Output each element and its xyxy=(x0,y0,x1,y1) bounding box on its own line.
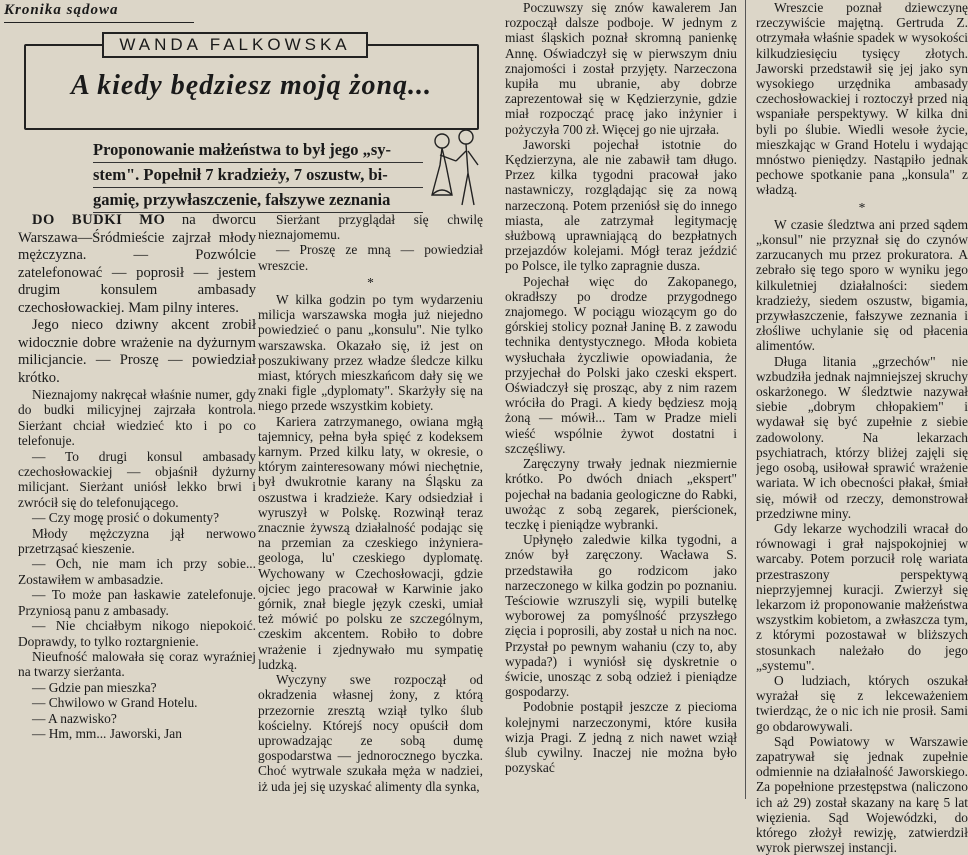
author-name: WANDA FALKOWSKA xyxy=(102,32,368,58)
article-title: A kiedy będziesz moją żoną... xyxy=(70,70,433,101)
paragraph: Sierżant przyglądał się chwilę nieznajomemu. xyxy=(258,212,483,243)
paragraph: Upłynęło zaledwie kilka tygodni, a znów był zaręczony. Wacława S. przedstawiła go rodzicom jako narzeczonego w kilka godzin po poznaniu. Teściowie wzruszyli się, wypili butelkę wyborowej za pomyślność przyszłego zięcia i poprosili, aby został u nich na noc. Przystał po pewnym wahaniu (czy to, aby wypada?) i wyniósł się dyskretnie o świcie, unosząc z sobą odzież i pieniądze gospodarzy. xyxy=(505,532,737,700)
paragraph: W czasie śledztwa ani przed sądem „konsul" nie przyznał się do czynów zarzucanych mu przez prokuratora. A zebrało się tego sporo w wyniku jego kilkuletniej działalności: siedem kradzieży, siedem oszustw, bigamia, przywłaszczenie, fałszywe zeznania i złośliwe uchylanie się od płacenia alimentów. xyxy=(756,216,968,354)
section-separator: * xyxy=(858,199,866,215)
paragraph: Nieznajomy nakręcał właśnie numer, gdy do budki milicyjnej zajrzała kontrola. Sierżant chciał wiedzieć kto i po co telefonuje. xyxy=(18,387,256,449)
paragraph: Sąd Powiatowy w Warszawie zapatrywał się jednak zupełnie odmiennie na działalność Jaworskiego. Za popełnione przestępstwa (naliczono ich aż 29) został skazany na karę 5 lat więzienia. Sąd Wojewódzki, do którego złożył rewizję, zatwierdził wyrok pierwszej instancji. xyxy=(756,733,968,855)
section-label: Kronika sądowa xyxy=(4,2,194,23)
paragraph: — To może pan łaskawie zatelefonuje. Przyniosą panu z ambasady. xyxy=(18,587,256,618)
paragraph: — Nie chciałbym nikogo niepokoić. Doprawdy, to tylko roztargnienie. xyxy=(18,618,256,649)
lead-line: Proponowanie małżeństwa to był jego „sy- xyxy=(93,138,423,163)
section-separator: * xyxy=(367,274,374,290)
paragraph: — Gdzie pan mieszka? xyxy=(32,679,157,695)
column-4 xyxy=(756,0,968,855)
paragraph: na dworcu Warszawa—Śródmieście zajrzał młody mężczyzna. — Pozwólcie zatelefonować — poprosił — jestem drugim konsulem ambasady czechosłowackiej. Mam pilny interes. xyxy=(18,212,256,316)
paragraph: W kilka godzin po tym wydarzeniu milicja warszawska mogła już niejedno powiedzieć o panu „konsulu". Nie tylko warszawska. Okazało się, iż jest on poszukiwany przez władze śledcze kilku miast, których mieszkańcom dały się we znaki figle „dyplomaty". Skarżyły się na niego przede wszystkim kobiety. xyxy=(258,292,483,414)
lead-line: stem". Popełnił 7 kradzieży, 7 oszustw, bi- xyxy=(93,163,423,188)
paragraph: — To drugi konsul ambasady czechosłowackiej — objaśnił dyżurny milicjant. Sierżant uniósł lekko brwi i zwrócił się do telefonującego. xyxy=(18,448,256,510)
column-3 xyxy=(505,0,737,775)
paragraph: — Chwilowo w Grand Hotelu. xyxy=(32,695,198,711)
small-text-block xyxy=(18,387,256,741)
paragraph: — Hm, mm... Jaworski, Jan xyxy=(32,725,182,741)
paragraph: Pojechał więc do Zakopanego, okradłszy po drodze przygodnego znajomego. W pociągu wiozącym go do górskiej stolicy poznał Janinę B. z zawodu technika dentystycznego. Młoda kobieta wysłuchała życzliwie opowiadania, że przyjechał do Polski jako czeski ekspert. Oświadczył się prosząc, aby z nim razem wróciła do Pragi. A kiedy będziesz moją żoną — mówił... Tam w Pradze mieli wieść wspólnie żywot dostatni i szczęśliwy. xyxy=(505,273,737,456)
article-lead xyxy=(93,138,423,213)
paragraph: Kariera zatrzymanego, owiana mgłą tajemnicy, pełna była spięć z kodeksem karnym. Przed kilku laty, w okresie, o którym zainteresowany mówi niechętnie, był dwukrotnie karany na Śląsku za oszustwa i kradzieże. Kary odsiedział i wyruszył w Polskę. Rozwinął teraz znacznie żywszą działalność podając się na przemian za czeskiego inżyniera-geologa, lu' czeskiego dyplomatę. Wychowany w Czechosłowacji, gdzie ojciec jego pracował w Karwinie jako górnik, znał biegle język czeski, umiał też mówić po polsku ze szczególnym, czeskim akcentem. Robiło to dobre wrażenie i zjednywało mu sympatię ludzką. xyxy=(258,413,483,672)
paragraph: Wyczyny swe rozpoczął od okradzenia własnej żony, z którą przezornie zresztą wziął tylko ślub kościelny. Którejś nocy opuścił dom uprowadzając ze sobą dumę gospodarstwa — jednorocznego byczka. Choć wytrwale szukała męża w nadziei, iż uda jej się uzyskać alimenty dla synka, xyxy=(258,672,483,794)
column-divider xyxy=(745,0,746,799)
lead-line: gamię, przywłaszczenie, fałszywe zeznania xyxy=(93,188,423,213)
paragraph: — Proszę ze mną — powiedział wreszcie. xyxy=(258,242,483,273)
paragraph: Zaręczyny trwały jednak niezmiernie krótko. Po dwóch dniach „ekspert" pojechał na badania geologiczne do Rabki, uwożąc z sobą zegarek, pierścionek, teczkę i pieniądze wybranki. xyxy=(505,456,737,532)
run-in-heading: DO BUDKI MO xyxy=(32,212,166,228)
column-1 xyxy=(18,212,256,741)
column-2 xyxy=(258,212,483,794)
paragraph: O ludziach, których oszukał wyrażał się z lekceważeniem twierdząc, że o nic ich nie prosił. Sami go obdarowywali. xyxy=(756,672,968,734)
paragraph: — A nazwisko? xyxy=(32,710,117,726)
paragraph: Jego nieco dziwny akcent zrobił widocznie dobre wrażenie na dyżurnym milicjancie. — Proszę — powiedział krótko. xyxy=(18,317,256,386)
couple-illustration xyxy=(412,125,492,215)
paragraph: Podobnie postąpił jeszcze z piecioma kolejnymi narzeczonymi, które kusiła wizja Pragi. Z jedną z nich nawet wziął ślub cywilny. Inaczej nie można było pozyskać xyxy=(505,699,737,776)
paragraph: Długa litania „grzechów" nie wzbudziła jednak najmniejszej skruchy oskarżonego. W śledztwie nazywał siebie „dobrym chłopakiem" i wydawał się być zupełnie z siebie zadowolony. Na lekarzach psychiatrach, którzy bliżej zajęli się jego osobą, usiłował sprawić wrażenie wariata. W ich obecności płakał, śmiał się, mówił od rzeczy, demonstrował przedziwne miny. xyxy=(756,353,968,521)
paragraph: Wreszcie poznał dziewczynę rzeczywiście majętną. Gertruda Z. otrzymała właśnie spadek w wysokości kilkudziesięciu tysięcy złotych. Jaworski przedstawił się jej jako syn wysokiego urzędnika ambasady czechosłowackiej i roztoczył przed nią wspaniałe perspektywy. W kilka dni byli po ślubie. Wiedli wesołe życie, mieszkając w Grand Hotelu i wydając mnóstwo pieniędzy. Nastąpiło jednak pechowe spotkanie pana „konsula" z władzą. xyxy=(756,0,968,198)
paragraph: Gdy lekarze wychodzili wracał do równowagi i grał najspokojniej w warcaby. Potem porzucił rolę wariata przestraszony perspektywą nieprzyjemnej kuracji. Zwierzył się lekarzom iż proponowanie małżeństwa wszystkim kobietom, a zwłaszcza tym, z którymi pozostawał w bliższych stosunkach należało do jego „systemu". xyxy=(756,520,968,673)
paragraph: — Czy mogę prosić o dokumenty? xyxy=(32,510,220,526)
paragraph: — Och, nie mam ich przy sobie... Zostawiłem w ambasadzie. xyxy=(18,556,256,587)
paragraph: Poczuwszy się znów kawalerem Jan rozpoczął dalsze podboje. W jednym z miast śląskich poznał skromną panienkę Annę. Oświadczył się w pierwszym dniu znajomości i został przyjęty. Narzeczona kupiła mu ubranie, aby dobrze zaprezentował się w Kędzierzynie, gdzie miał rozpocząć pracę jako inżynier i pożyczyła 700 zł. Więcej go nie ujrzała. xyxy=(505,0,737,137)
paragraph: Jaworski pojechał istotnie do Kędzierzyna, ale nie zabawił tam długo. Przez kilka tygodni pracował jako nastawniczy, rozglądając się za nową narzeczoną. Potem przeniósł się do innego miasta, ale zatrzymał legitymację służbową uprawniającą do bezpłatnych przejazdów kolejami. Mógł teraz jeździć po Polsce, ile tylko zapragnie dusza. xyxy=(505,136,737,274)
paragraph: Nieufność malowała się coraz wyraźniej na twarzy sierżanta. xyxy=(18,648,256,680)
paragraph: Młody mężczyzna jął nerwowo przetrząsać kieszenie. xyxy=(18,525,256,557)
